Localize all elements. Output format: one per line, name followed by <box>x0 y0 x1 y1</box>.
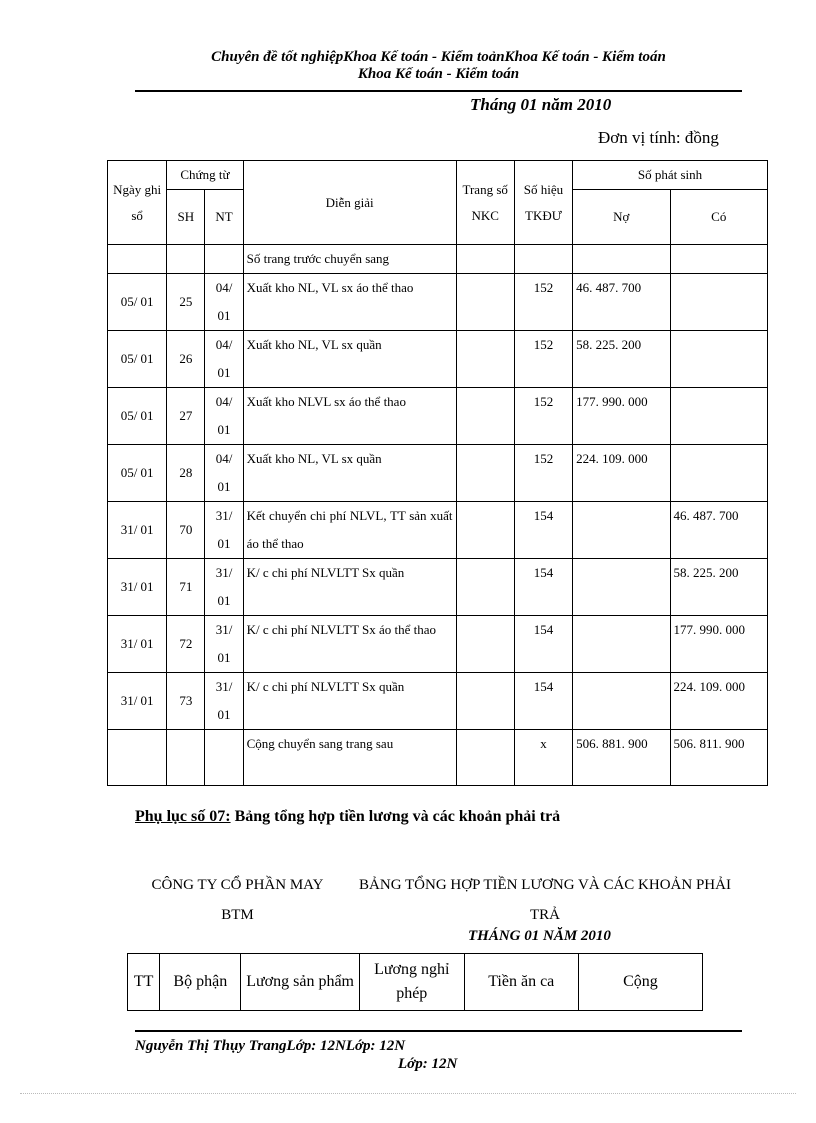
col-header-desc: Diễn giải <box>243 161 456 245</box>
row-page <box>456 245 514 274</box>
row-description: Kết chuyển chi phí NLVL, TT sản xuất áo thể thao <box>243 502 456 559</box>
report-month: THÁNG 01 NĂM 2010 <box>468 928 611 944</box>
ledger-row <box>108 616 768 673</box>
ledger-row <box>108 388 768 445</box>
col-header-so-phat-sinh: Số phát sinh <box>573 161 768 190</box>
row-page <box>456 502 514 559</box>
row-debit <box>573 616 670 673</box>
row-date: 31/ 01 <box>108 616 167 673</box>
row-date: 05/ 01 <box>108 274 167 331</box>
row-date: 31/ 01 <box>108 673 167 730</box>
row-description: Xuất kho NL, VL sx áo thể thao <box>243 274 456 331</box>
row-page <box>456 445 514 502</box>
row-sh <box>167 730 205 786</box>
row-description: Số trang trước chuyển sang <box>243 245 456 274</box>
ledger-row <box>108 673 768 730</box>
row-credit <box>670 388 768 445</box>
ledger-row <box>108 502 768 559</box>
row-nt: 04/ 01 <box>205 274 243 331</box>
row-page <box>456 274 514 331</box>
row-sh: 73 <box>167 673 205 730</box>
row-description: K/ c chi phí NLVLTT Sx quần <box>243 559 456 616</box>
ledger-row <box>108 559 768 616</box>
row-description: Xuất kho NL, VL sx quần <box>243 331 456 388</box>
payroll-col-total: Cộng <box>578 954 702 1011</box>
row-debit: 58. 225. 200 <box>573 331 670 388</box>
row-debit <box>573 559 670 616</box>
row-nt: 04/ 01 <box>205 331 243 388</box>
ledger-row <box>108 730 768 786</box>
row-date <box>108 730 167 786</box>
row-account: 154 <box>514 616 572 673</box>
row-date <box>108 245 167 274</box>
row-page <box>456 331 514 388</box>
ledger-unit: Đơn vị tính: đồng <box>598 128 719 147</box>
ledger-row <box>108 274 768 331</box>
ledger-table <box>107 160 768 786</box>
row-page <box>456 730 514 786</box>
col-header-nt: NT <box>205 190 243 245</box>
row-account: 152 <box>514 274 572 331</box>
col-header-acct: Số hiệu TKĐƯ <box>514 161 572 245</box>
footer-rule <box>135 1030 742 1032</box>
appendix-heading <box>135 808 560 826</box>
ledger-row <box>108 445 768 502</box>
row-description: Xuất kho NL, VL sx quần <box>243 445 456 502</box>
row-credit: 46. 487. 700 <box>670 502 768 559</box>
row-nt: 04/ 01 <box>205 445 243 502</box>
row-description: K/ c chi phí NLVLTT Sx áo thể thao <box>243 616 456 673</box>
ledger-row <box>108 331 768 388</box>
row-debit: 224. 109. 000 <box>573 445 670 502</box>
row-account: 154 <box>514 559 572 616</box>
row-page <box>456 388 514 445</box>
row-credit: 506. 811. 900 <box>670 730 768 786</box>
row-sh: 70 <box>167 502 205 559</box>
row-account: x <box>514 730 572 786</box>
row-date: 05/ 01 <box>108 331 167 388</box>
row-sh: 28 <box>167 445 205 502</box>
row-credit: 224. 109. 000 <box>670 673 768 730</box>
payroll-col-tt: TT <box>128 954 160 1011</box>
row-credit <box>670 245 768 274</box>
row-debit: 177. 990. 000 <box>573 388 670 445</box>
page-bottom-divider <box>20 1093 796 1094</box>
row-sh: 72 <box>167 616 205 673</box>
row-nt <box>205 245 243 274</box>
row-nt: 31/ 01 <box>205 502 243 559</box>
footer-line-1: Nguyễn Thị Thụy TrangLớp: 12NLớp: 12N <box>135 1038 406 1054</box>
ledger-body <box>108 245 768 786</box>
row-nt: 04/ 01 <box>205 388 243 445</box>
row-debit <box>573 502 670 559</box>
ledger-period: Tháng 01 năm 2010 <box>470 95 612 114</box>
header-rule <box>135 90 742 92</box>
row-credit <box>670 445 768 502</box>
col-header-date: Ngày ghi sổ <box>108 161 167 245</box>
row-sh: 25 <box>167 274 205 331</box>
row-debit: 506. 881. 900 <box>573 730 670 786</box>
appendix-label: Phụ lục số 07: <box>135 808 231 825</box>
row-nt: 31/ 01 <box>205 559 243 616</box>
row-credit: 177. 990. 000 <box>670 616 768 673</box>
col-header-sh: SH <box>167 190 205 245</box>
ledger-row <box>108 245 768 274</box>
col-header-debit: Nợ <box>573 190 670 245</box>
row-account <box>514 245 572 274</box>
row-account: 152 <box>514 331 572 388</box>
row-description: Xuất kho NLVL sx áo thể thao <box>243 388 456 445</box>
payroll-col-product-wage: Lương sản phẩm <box>241 954 360 1011</box>
row-account: 152 <box>514 388 572 445</box>
row-date: 31/ 01 <box>108 502 167 559</box>
row-sh: 26 <box>167 331 205 388</box>
payroll-col-meal: Tiền ăn ca <box>464 954 578 1011</box>
payroll-summary-table <box>127 953 703 1011</box>
header-line-1: Chuyên đề tốt nghiệpKhoa Kế toán - Kiểm toảnKhoa Kế toán - Kiểm toán <box>211 49 666 65</box>
row-description: K/ c chi phí NLVLTT Sx quần <box>243 673 456 730</box>
row-page <box>456 673 514 730</box>
row-sh: 71 <box>167 559 205 616</box>
row-sh: 27 <box>167 388 205 445</box>
row-description: Cộng chuyển sang trang sau <box>243 730 456 786</box>
row-account: 154 <box>514 502 572 559</box>
col-header-credit: Có <box>670 190 768 245</box>
row-date: 05/ 01 <box>108 445 167 502</box>
page-header <box>135 49 742 83</box>
payroll-col-department: Bộ phận <box>160 954 241 1011</box>
row-page <box>456 559 514 616</box>
row-credit: 58. 225. 200 <box>670 559 768 616</box>
row-nt: 31/ 01 <box>205 673 243 730</box>
col-header-page: Trang số NKC <box>456 161 514 245</box>
footer-line-2: Lớp: 12N <box>398 1056 458 1072</box>
company-name: CÔNG TY CỔ PHẦN MAY BTM <box>151 877 324 923</box>
row-date: 05/ 01 <box>108 388 167 445</box>
row-page <box>456 616 514 673</box>
row-debit <box>573 673 670 730</box>
row-nt: 31/ 01 <box>205 616 243 673</box>
header-line-2: Khoa Kế toán - Kiểm toán <box>357 66 520 82</box>
col-header-chung-tu: Chứng từ <box>167 161 243 190</box>
row-nt <box>205 730 243 786</box>
appendix-title: Bảng tổng hợp tiền lương và các khoản phải trả <box>230 808 561 825</box>
row-account: 154 <box>514 673 572 730</box>
row-debit <box>573 245 670 274</box>
payroll-col-leave-wage: Lương nghỉ phép <box>359 954 464 1011</box>
row-credit <box>670 331 768 388</box>
row-date: 31/ 01 <box>108 559 167 616</box>
row-sh <box>167 245 205 274</box>
row-debit: 46. 487. 700 <box>573 274 670 331</box>
row-credit <box>670 274 768 331</box>
report-title: BẢNG TỔNG HỢP TIỀN LƯƠNG VÀ CÁC KHOẢN PHẢI TRẢ <box>359 877 731 923</box>
row-account: 152 <box>514 445 572 502</box>
